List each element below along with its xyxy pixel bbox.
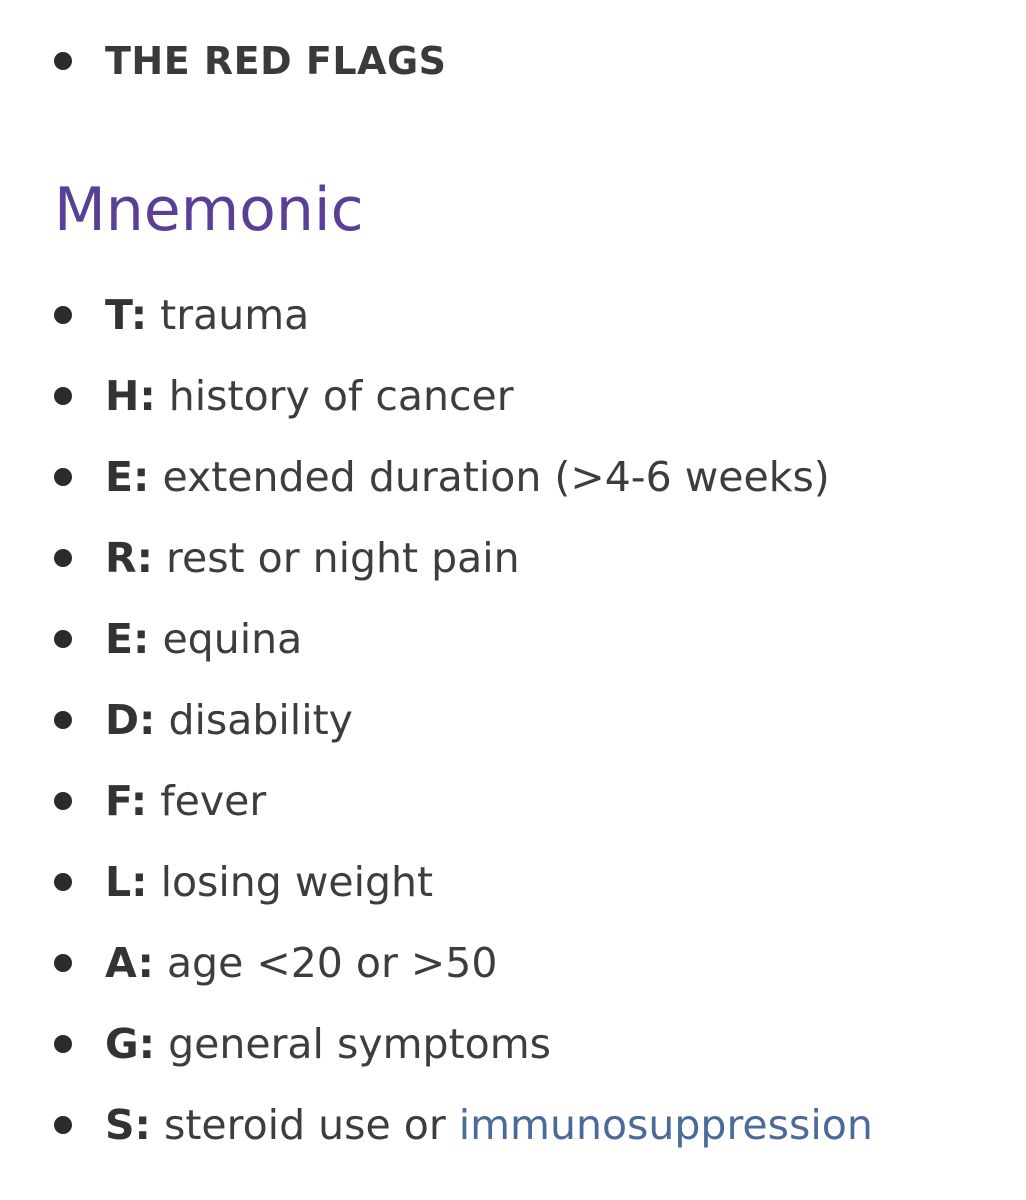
bullet-icon	[54, 954, 72, 972]
mnemonic-list-item	[0, 614, 1026, 664]
mnemonic-description: general symptoms	[168, 1020, 552, 1068]
bullet-icon	[54, 468, 72, 486]
bullet-icon	[54, 52, 72, 70]
mnemonic-list-item	[0, 533, 1026, 583]
mnemonic-description: age <20 or >50	[166, 939, 498, 987]
mnemonic-item-text	[105, 452, 830, 502]
mnemonic-item-text	[105, 371, 514, 421]
mnemonic-description: extended duration (>4-6 weeks)	[162, 453, 830, 501]
mnemonic-list-item	[0, 695, 1026, 745]
bullet-icon	[54, 387, 72, 405]
mnemonic-item-text	[105, 290, 309, 340]
mnemonic-list-item	[0, 1100, 1026, 1150]
mnemonic-description: steroid use or	[163, 1101, 459, 1149]
mnemonic-letter: E:	[105, 453, 150, 501]
mnemonic-letter: G:	[105, 1020, 156, 1068]
mnemonic-list-item	[0, 290, 1026, 340]
bullet-icon	[54, 306, 72, 324]
mnemonic-list-item	[0, 371, 1026, 421]
mnemonic-item-text	[105, 614, 302, 664]
mnemonic-item-text	[105, 1019, 551, 1069]
mnemonic-letter: H:	[105, 372, 156, 420]
mnemonic-description: disability	[168, 696, 353, 744]
mnemonic-list-item	[0, 1019, 1026, 1069]
bullet-icon	[54, 549, 72, 567]
mnemonic-list-item	[0, 452, 1026, 502]
mnemonic-letter: F:	[105, 777, 148, 825]
immunosuppression-link[interactable]: immunosuppression	[458, 1101, 873, 1149]
mnemonic-letter: A:	[105, 939, 154, 987]
mnemonic-item-text	[105, 695, 353, 745]
bullet-icon	[54, 711, 72, 729]
mnemonic-letter: D:	[105, 696, 156, 744]
bullet-icon	[54, 873, 72, 891]
mnemonic-letter: S:	[105, 1101, 151, 1149]
bullet-icon	[54, 630, 72, 648]
mnemonic-description: trauma	[160, 291, 310, 339]
mnemonic-item-text	[105, 1100, 873, 1150]
mnemonic-item-text	[105, 938, 497, 988]
mnemonic-description: equina	[162, 615, 303, 663]
bullet-icon	[54, 1116, 72, 1134]
mnemonic-description: fever	[160, 777, 267, 825]
mnemonic-description: history of cancer	[168, 372, 514, 420]
mnemonic-heading: Mnemonic	[54, 175, 364, 245]
mnemonic-list-item	[0, 776, 1026, 826]
mnemonic-item-text	[105, 533, 520, 583]
bullet-icon	[54, 1035, 72, 1053]
mnemonic-item-text	[105, 857, 433, 907]
mnemonic-item-text	[105, 776, 266, 826]
red-flags-label: THE RED FLAGS	[105, 39, 447, 83]
mnemonic-description: rest or night pain	[166, 534, 520, 582]
mnemonic-letter: R:	[105, 534, 153, 582]
bullet-icon	[54, 792, 72, 810]
mnemonic-description: losing weight	[160, 858, 434, 906]
mnemonic-list-item	[0, 857, 1026, 907]
mnemonic-list-item	[0, 938, 1026, 988]
mnemonic-letter: T:	[105, 291, 148, 339]
red-flags-list-item	[0, 36, 1026, 86]
mnemonic-letter: L:	[105, 858, 148, 906]
mnemonic-letter: E:	[105, 615, 150, 663]
